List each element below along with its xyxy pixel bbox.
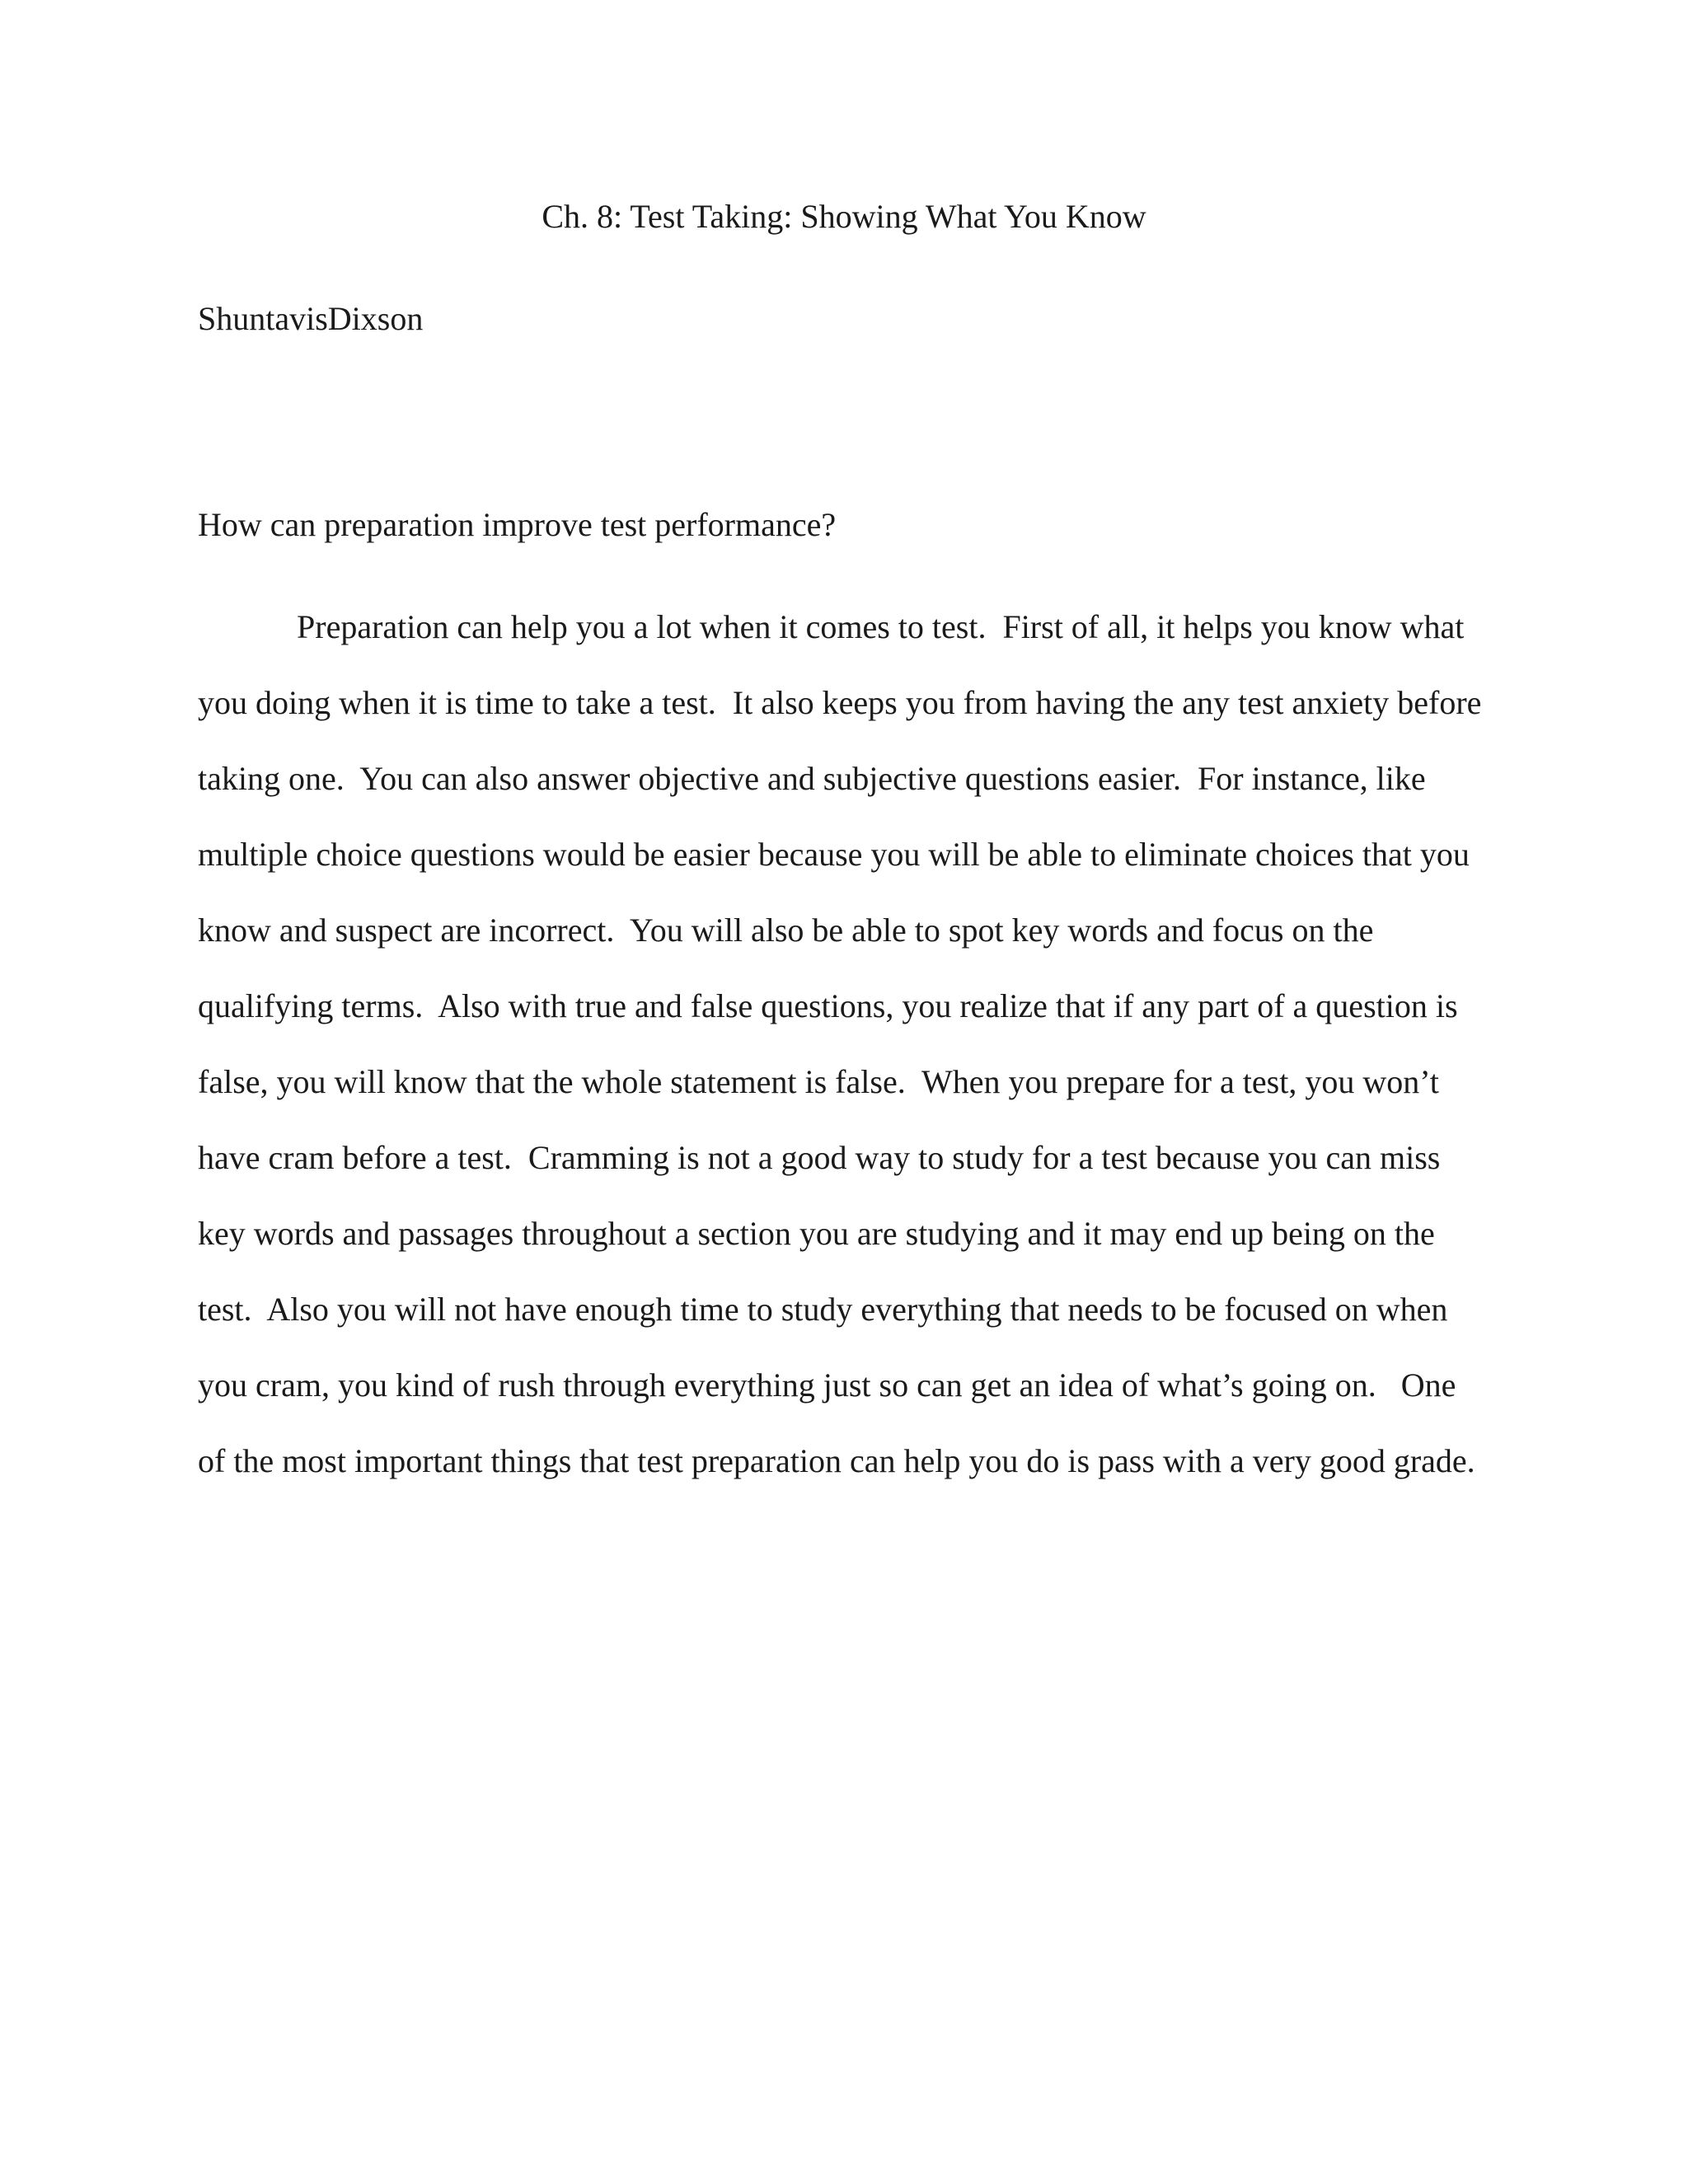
paragraph-line: test. Also you will not have enough time to study everything that needs to be focused on when: [198, 1291, 1448, 1328]
paragraph-line: have cram before a test. Cramming is not a good way to study for a test because you can miss: [198, 1139, 1441, 1176]
question-heading: How can preparation improve test performance?: [198, 506, 837, 543]
paragraph-line: of the most important things that test preparation can help you do is pass with a very good grade.: [198, 1442, 1475, 1479]
paragraph-line: taking one. You can also answer objective and subjective questions easier. For instance, like: [198, 760, 1426, 797]
paragraph-line: qualifying terms. Also with true and false questions, you realize that if any part of a question is: [198, 987, 1458, 1024]
paragraph-line: multiple choice questions would be easier because you will be able to eliminate choices that you: [198, 836, 1470, 873]
document-title: Ch. 8: Test Taking: Showing What You Know: [542, 198, 1146, 235]
paragraph-line: you cram, you kind of rush through everything just so can get an idea of what’s going on. One: [198, 1366, 1456, 1404]
paragraph-line: know and suspect are incorrect. You will also be able to spot key words and focus on the: [198, 912, 1374, 949]
paragraph-line: Preparation can help you a lot when it comes to test. First of all, it helps you know what: [297, 608, 1465, 645]
author-name: ShuntavisDixson: [198, 300, 424, 337]
paragraph-line: you doing when it is time to take a test. It also keeps you from having the any test anxiety before: [198, 684, 1482, 721]
paragraph-line: key words and passages throughout a section you are studying and it may end up being on the: [198, 1215, 1435, 1252]
paragraph-line: false, you will know that the whole statement is false. When you prepare for a test, you won’t: [198, 1063, 1439, 1100]
answer-paragraph: [198, 602, 1517, 1511]
